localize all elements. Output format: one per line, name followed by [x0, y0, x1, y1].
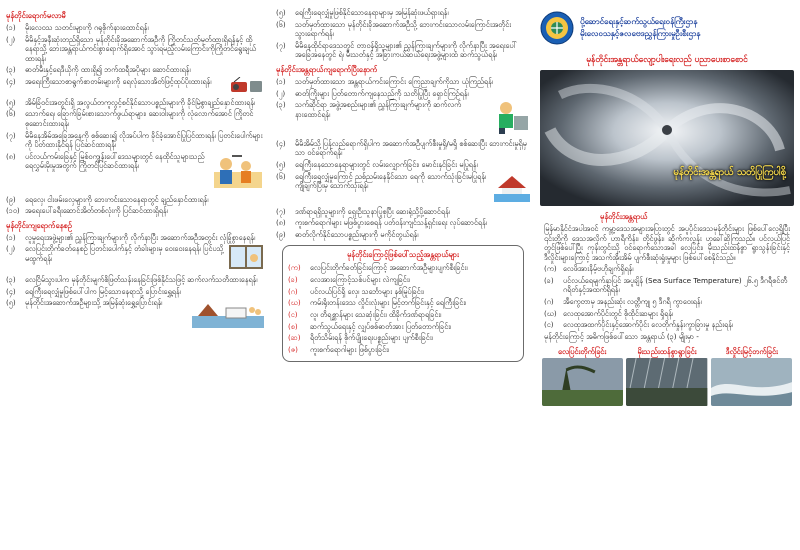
during-storm-list: [6, 233, 264, 331]
brochure-title: မုန်တိုင်းအန္တရာယ်လျော့ပါးရေးလည် ပညာပေးစာစောင်: [586, 54, 748, 64]
window-illustration: [228, 244, 264, 273]
storm-surge-photo: [711, 358, 792, 406]
list-item: (၄) ရေကြီးရေလျှံမှုဖြစ်ပေါ်ပါက မြင့်သောနေရာသို့ ပြောင်းရွှေ့ရန်၊: [6, 286, 181, 296]
list-item: (ခ) လေအားကြောင့်သစ်ပင်များ လဲကျခြင်း၊: [288, 274, 410, 284]
org-name: [580, 16, 700, 39]
family-shelter-illustration: [212, 152, 264, 193]
list-item: (၆) သတ်မှတ်ထားသော မုန်တိုင်းခိုအဆောက်အဦသို့ ဘေးကင်းသောလမ်းကြောင်းအတိုင်း သွားရောက်ရန်၊: [276, 19, 512, 39]
list-item: (၁၀) အရေးပေါ်ခရီးဆောင်အိတ်တစ်လုံးကို ပြင်ဆင်ထားရှိရန်၊: [6, 206, 168, 216]
list-item: (င) လေထုအထက်ပိုင်းနှင့်အောက်ပိုင်း လေတိုက်နှုန်းကွာခြားမှု နည်းရန်၊: [544, 320, 734, 330]
list-item: (ဃ) လေထုအောက်ပိုင်းတွင် စိုထိုင်းဆများ ရှိရန်၊: [544, 308, 674, 318]
list-item: (၃) လေငြိမ်သွားပါက မုန်တိုင်းမျက်စိဖြတ်သန်းနေခြင်းဖြစ်နိုင်သဖြင့် ဆက်လက်သတိထားနေရန်၊: [6, 275, 258, 285]
list-item: (၆) သောက်ရေ၊ ခြောက်ခြမ်းစားသောက်ဖွယ်ရာများ၊ ဆေးဝါးများကို လုံလောက်အောင် ကြိုတင်စုဆောင်းထားရန်၊: [6, 109, 254, 128]
cyclone-image-graphic: [540, 70, 794, 206]
list-item: (၁) သတ်မှတ်ထားသော အန္တရာယ်ကင်းကြောင်း ကြေညာချက်ကိုသာ ယုံကြည်ရန်၊: [276, 76, 493, 86]
hazard-label-wind: လေပြင်းတိုက်ခြင်း: [558, 346, 607, 356]
after-storm-heading: မုန်တိုင်းအန္တရာယ်ကျရောက်ပြီးနောက်: [276, 64, 378, 74]
cyclone-hazard-heading: မုန်တိုင်းအန္တရာယ်: [600, 212, 648, 222]
list-item: (စ) ဆက်သွယ်ရေးနှင့် လျှပ်စစ်ဓာတ်အား ပြတ်တောက်ခြင်း၊: [288, 321, 452, 331]
hazard-labels: [540, 344, 794, 359]
list-item: (၄) မိမိအိမ်သို့ပြန်လည်ရောက်ရှိပါက အဆောက်အဦပျက်စီးမှုရှိ/မရှိ စစ်ဆေးပြီး ဘေးကင်းမှုရှိမှသာ ဝင်ရောက်ရန်၊: [276, 138, 527, 158]
hazard-label-rain: မိုးသည်းထန်စွာရွာခြင်း: [637, 346, 697, 356]
list-item: (င) လူ၊ တိရစ္ဆာန်များ သေဆုံးခြင်း၊ ထိခိုက်ဒဏ်ရာရခြင်း၊: [288, 309, 442, 319]
list-item: (ဇ) ကူးစက်ရောဂါများ ဖြစ်ပွားခြင်း၊: [288, 344, 390, 354]
hazard-photos: [540, 358, 794, 406]
list-item: (၇) ဒဏ်ရာရရှိသူများကို ရှေးဦးသူနာပြုစုပြီး ဆေးရုံသို့ပို့ဆောင်ရန်၊: [276, 206, 450, 216]
org-header: [540, 8, 794, 48]
list-item: (၂) မိမိနှင့်အနီးဆုံးတည်ရှိသော မုန်တိုင်းခိုအဆောက်အဦကို ကြိုတင်သတ်မှတ်ထားရှိရန်နှင့် ထိုနေရာသို့ ဘေးအန္တရာယ်ကင်းစွာရောက်ရှိအောင် သွားရမည့်လမ်းကြောင်းကိုကြိုတင်ရွေးချယ်ထားရန်၊: [6, 34, 257, 63]
strong-wind-photo: [542, 358, 623, 406]
list-item: (၆) ရေကြီးရေလျှံမှုကြောင့် ညစ်ညမ်းနေနိုင်သော ရေကို သောက်သုံးခြင်းမပြုရန်၊ ကျိုချက်ပြီးမှ သောက်သုံးရန်၊: [276, 172, 530, 205]
list-item: (၅) အိမ်ခြံဝင်းအတွင်းရှိ အလွယ်တကူလွင့်စင်နိုင်သောပစ္စည်းများကို ခိုင်မြဲစွာချည်နှောင်ထားရန်၊: [6, 97, 256, 107]
list-item: (၇) မိမိနေထိုင်ရာဒေသတွင် တာဝန်ရှိသူများ၏ ညွှန်ကြားချက်များကို လိုက်နာပြီး အရေးပေါ်အခြေအနေတွင် ရဲ၊ မီးသတ်နှင့် အခြားကယ်ဆယ်ရေးအဖွဲ့များထံ ဆက်သွယ်ရန်၊: [276, 40, 517, 60]
intro-paragraph: မြန်မာနိုင်ငံအပါအဝင် ကမ္ဘာ့ဒေသအများအပြားတွင် အပူပိုင်းဒေသမုန်တိုင်းများ ဖြစ်ပေါ်လေ့ရှိပြီး ၎င်းတို့ကို ဒေသအလိုက် ဟာရီကိန်း၊ တိုင်ဖွန်း၊ ဆိုက်ကလုန်း ဟုခေါ်ဆိုကြသည်။ ပင်လယ်ပြင်တွင်ဖြစ်ပေါ်ပြီး ကုန်းတွင်းသို့ ဝင်ရောက်သောအခါ လေပြင်း၊ မိုးသည်းထန်စွာ ရွာသွန်းခြင်းနှင့် ဒီလှိုင်းများကြောင့် အသက်အိုးအိမ် ပျက်စီးဆုံးရှုံးမှုများ ဖြစ်ပေါ်စေနိုင်သည်။: [544, 224, 790, 262]
during-storm-list-continued: [276, 8, 530, 60]
radio-illustration: [230, 77, 264, 96]
list-item: (၈) ပင်လယ်ကမ်းခြေနှင့် မြစ်ဝကျွန်းပေါ်ဒေသများတွင် နေထိုင်သူများသည် ရေလွှမ်းမိုးမှုအတွက် ကြိုတင်ပြင်ဆင်ထားရန်၊: [6, 152, 264, 193]
list-item: (၅) မုန်တိုင်းအဆောက်အဦများသို့ အမြန်ဆုံးရွှေ့ပြောင်းရန်၊: [6, 298, 264, 331]
closing-line: မုန်တိုင်းကြောင့် အဓိကဖြစ်ပေါ်သော အန္တရာယ် (၃) မျိုးမှာ -: [544, 332, 699, 342]
list-item: (၂) လေပြင်းတိုက်ခတ်နေစဉ် ပြတင်းပေါက်နှင့် တံခါးများမှ ဝေးဝေးနေရန်၊ ပြင်ပသို့ မထွက်ရန်၊: [6, 244, 264, 273]
cyclone-warning-caption: မုန်တိုင်းအန္တရာယ် သတိပြုကြပါစို့: [673, 167, 786, 179]
ministry-seal-icon: [540, 11, 574, 45]
list-item: (၇) မိမိနေအိမ်အခြေအနေကို စစ်ဆေး၍ လိုအပ်ပါက ခိုင်ခံ့အောင်ပြုပြင်ထားရန်၊ ပြတင်းပေါက်များကို ပိတ်ထားနိုင်ရန် ပြင်ဆင်ထားရန်၊: [6, 130, 263, 150]
cyclone-satellite-image: [540, 70, 794, 206]
list-item: (က) လေဖိအားနိမ့်ဗဟိုချက်ရှိရန်၊: [544, 264, 634, 274]
before-storm-heading: မုန်တိုင်းရောက်မလာမီ: [6, 11, 66, 20]
hazards-box-title: မုန်တိုင်းကြောင့်ဖြစ်ပေါ်သည့်အန္တရာယ်များ: [347, 250, 459, 260]
hazard-label-surge: ဒီလှိုင်းမြင့်တက်ခြင်း: [725, 346, 778, 356]
list-item: (က) လေပြင်းတိုက်ခတ်ခြင်းကြောင့် အဆောက်အဦများပျက်စီးခြင်း၊: [288, 263, 468, 273]
panel-left: [6, 8, 264, 544]
heavy-rain-photo: [626, 358, 707, 406]
list-item: (၈) ကူးစက်ရောဂါများ မဖြစ်ပွားစေရန် ပတ်ဝန်းကျင်သန့်ရှင်းရေး လုပ်ဆောင်ရန်၊: [276, 218, 487, 228]
panel-middle: [276, 8, 530, 544]
flooded-house-illustration: [494, 172, 530, 205]
list-item: (ဂ) အီကွေတာမှ အနည်းဆုံး လတ္တီကျု ၅ ဒီဂရီ ကွာဝေးရန်၊: [544, 296, 702, 306]
list-item: (၃) သက်ဆိုင်ရာ အဖွဲ့အစည်းများ၏ ညွှန်ကြားချက်များကို ဆက်လက်နားထောင်ရန်၊: [276, 100, 530, 137]
formation-conditions-list: [540, 264, 794, 330]
before-storm-list: [6, 23, 264, 216]
list-item: (၁) မိုးလေဝသ သတင်းများကို ဂရုစိုက်နားထောင်ရန်၊: [6, 23, 149, 33]
ministry-name: ပို့ဆောင်ရေးနှင့်ဆက်သွယ်ရေးဝန်ကြီးဌာန: [580, 17, 698, 27]
hazards-list: [288, 263, 518, 354]
list-item: (ဆ) ရိတ်သိမ်းရန် စိုက်ပျိုးရေးပစ္စည်းများ ပျက်စီးခြင်း၊: [288, 333, 433, 343]
list-item: (၂) ဓာတ်ကြိုးများ ပြတ်တောက်ကျနေသည်ကို သတိပြုပြီး ရှောင်ကြဉ်ရန်၊: [276, 88, 469, 98]
hazards-box: [282, 245, 524, 361]
list-item: (ဃ) ကမ်းရိုးတန်းဒေသ လှိုင်းလုံးများ မြင့်တက်ခြင်းနှင့် ရေကြီးခြင်း၊: [288, 298, 467, 308]
list-item: (၅) ရေကြီးနေသောနေရာများတွင် လမ်းလျှောက်ခြင်း၊ မောင်းနှင်ခြင်း မပြုရန်၊: [276, 160, 478, 170]
list-item: (ဂ) ပင်လယ်ပြင်ရှိ လှေ၊ သင်္ဘောများ နစ်မြုပ်ခြင်း၊: [288, 286, 424, 296]
department-name: မိုးလေဝသနှင့်ဇလဗေဒညွှန်ကြားမှုဦးစီးဌာန: [580, 29, 701, 38]
during-storm-heading: မုန်တိုင်းကျရောက်နေစဉ်: [6, 220, 73, 230]
list-item: (၃) ဓာတ်မီးနှင့်ရေဒီယိုကို ထားရှိ၍ ဘက်ထရီအပိုများ ဆောင်ထားရန်၊: [6, 65, 191, 75]
panel-right-cover: [540, 8, 794, 544]
list-item: (၅) ရေကြီးရေလျှံမှုဖြစ်နိုင်သောနေရာများမှ အမြန်ဆုံးဖယ်ရှားရန်၊: [276, 8, 449, 17]
after-storm-list: [276, 77, 530, 240]
list-item: (၉) ရေလှေ၊ ငါးဖမ်းလှေများကို ဘေးကင်းသောနေရာတွင် ချည်နှောင်ထားရန်၊: [6, 194, 209, 204]
rescue-worker-illustration: [490, 100, 530, 137]
list-item: (ခ) ပင်လယ်ရေမျက်နှာပြင် အပူချိန် (Sea Surface Temperature) ၂၆.၅ ဒီဂရီစင်တီဂရိတ်နှင့်အထက်ရှိရန်၊: [544, 275, 788, 295]
list-item: (၉) ဓာတ်လိုက်နိုင်သောပစ္စည်းများကို မကိုင်တွယ်ရန်၊: [276, 229, 419, 239]
list-item: (၄) အရေးကြီးသောစာရွက်စာတမ်းများကို ရေလုံသောအိတ်ဖြင့်ထုပ်ပိုးထားရန်၊: [6, 77, 264, 96]
evacuation-illustration: [192, 298, 264, 331]
list-item: (၁) လူမှုရေးအဖွဲ့များ၏ ညွှန်ကြားချက်များကို လိုက်နာပြီး အဆောက်အဦအတွင်း လုံခြုံစွာနေရန်၊: [6, 232, 256, 242]
